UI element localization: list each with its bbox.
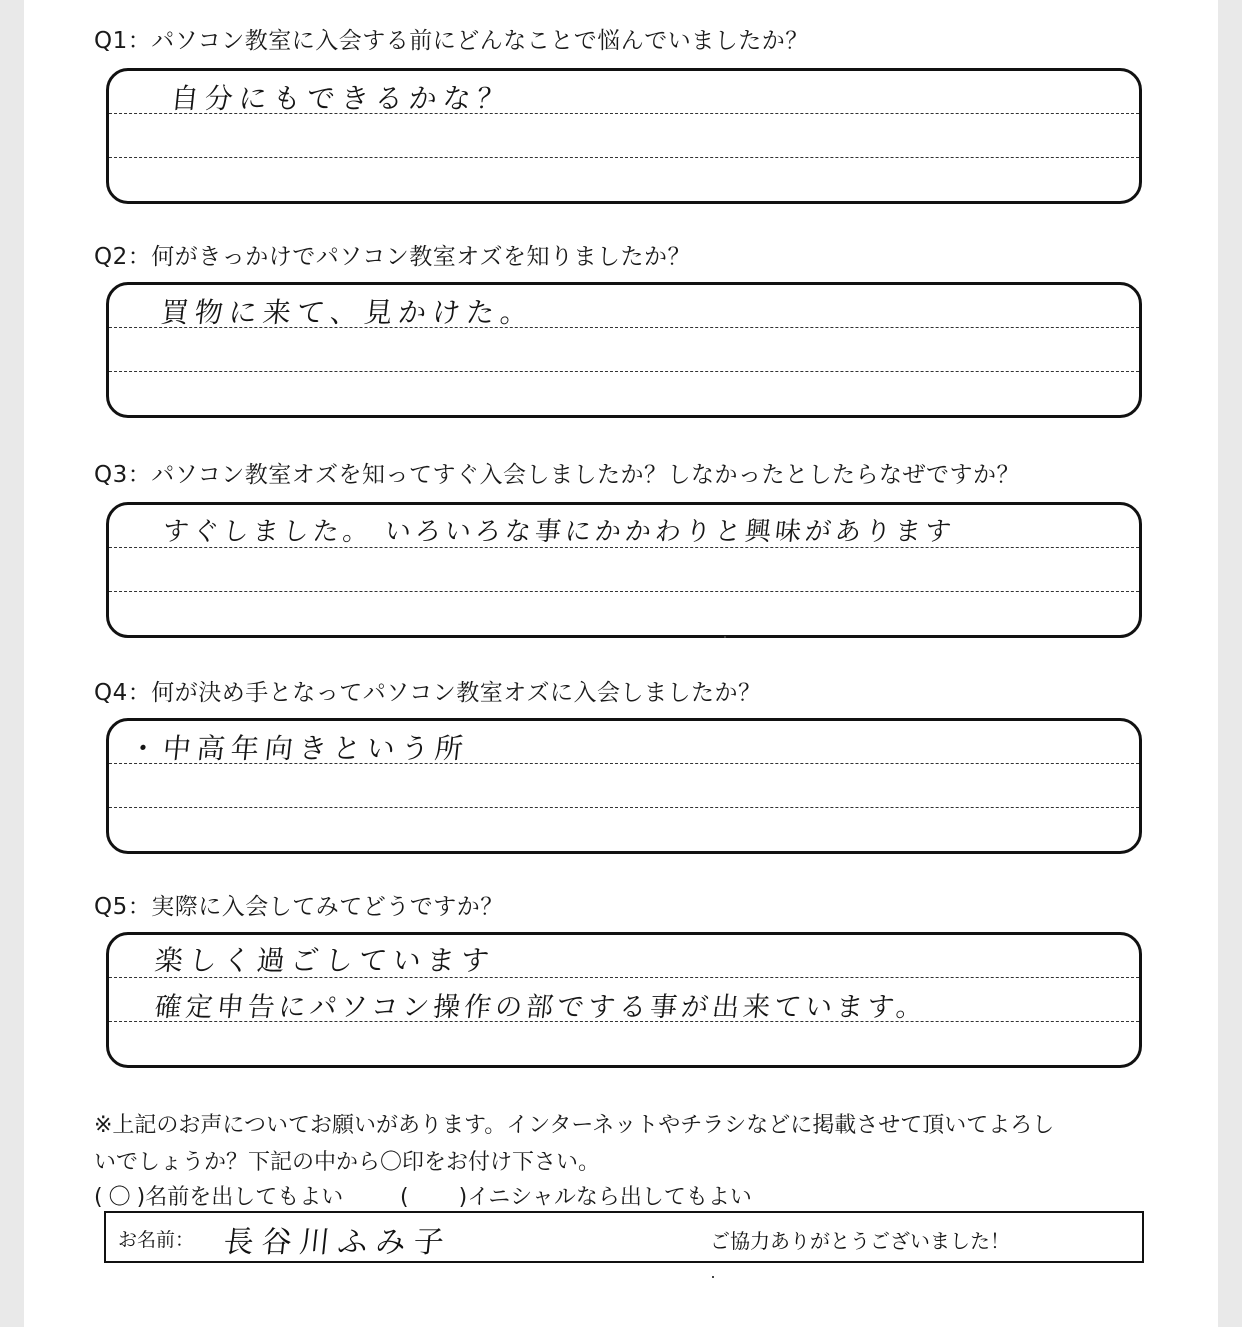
scan-speck bbox=[724, 636, 726, 638]
option-paren-open: ( bbox=[94, 1185, 103, 1210]
answer-5-text-line-2: 確定申告にパソコン操作の部でする事が出来ています。 bbox=[153, 992, 929, 1023]
option-paren-close: ) bbox=[136, 1185, 146, 1210]
signature-box bbox=[104, 1211, 1144, 1263]
answer-3-text: すぐしました。 いろいろな事にかかわりと興味があります bbox=[161, 517, 957, 547]
signature-name: 長谷川ふみ子 bbox=[221, 1225, 454, 1260]
question-4-label: Q4：何が決め手となってパソコン教室オズに入会しましたか？ bbox=[94, 680, 762, 706]
scan-speck bbox=[712, 1276, 714, 1278]
answer-line bbox=[109, 591, 1139, 592]
answer-box-4 bbox=[106, 718, 1142, 854]
answer-1-text: 自分にもできるかな？ bbox=[169, 82, 513, 115]
option-initials-ok[interactable] bbox=[400, 1180, 752, 1211]
notice-line-1: ※上記のお声についてお願いがあります。インターネットやチラシなどに掲載させて頂いてよろし bbox=[94, 1113, 1055, 1138]
notice-line-2: いでしょうか？下記の中から〇印をお付け下さい。 bbox=[94, 1150, 601, 1175]
thanks-message: ご協力ありがとうございました！ bbox=[710, 1229, 1010, 1253]
answer-box-3 bbox=[106, 502, 1142, 638]
answer-box-5 bbox=[106, 932, 1142, 1068]
answer-box-2 bbox=[106, 282, 1142, 418]
answer-line bbox=[109, 807, 1139, 808]
option-paren-open: ( bbox=[400, 1185, 409, 1210]
option-name-ok[interactable] bbox=[94, 1180, 343, 1211]
signature-label: お名前： bbox=[118, 1229, 195, 1251]
option-paren-close: ) bbox=[458, 1185, 468, 1210]
option-initials-ok-label: イニシャルなら出してもよい bbox=[467, 1185, 752, 1210]
question-3-label: Q3：パソコン教室オズを知ってすぐ入会しましたか？しなかったとしたらなぜですか？ bbox=[94, 462, 1021, 488]
survey-sheet bbox=[24, 0, 1218, 1327]
question-1-label: Q1：パソコン教室に入会する前にどんなことで悩んでいましたか？ bbox=[94, 28, 809, 54]
answer-2-text: 買物に来て、見かけた。 bbox=[159, 296, 537, 329]
question-5-label: Q5：実際に入会してみてどうですか？ bbox=[94, 894, 504, 920]
option-name-ok-label: 名前を出してもよい bbox=[145, 1185, 344, 1210]
answer-4-text: ・中高年向きという所 bbox=[127, 732, 471, 765]
question-2-label: Q2：何がきっかけでパソコン教室オズを知りましたか？ bbox=[94, 244, 692, 270]
answer-box-1 bbox=[106, 68, 1142, 204]
answer-line bbox=[109, 157, 1139, 158]
option-mark-selected: 〇 bbox=[108, 1185, 131, 1210]
answer-5-text-line-1: 楽しく過ごしています bbox=[153, 944, 497, 977]
answer-line bbox=[109, 371, 1139, 372]
